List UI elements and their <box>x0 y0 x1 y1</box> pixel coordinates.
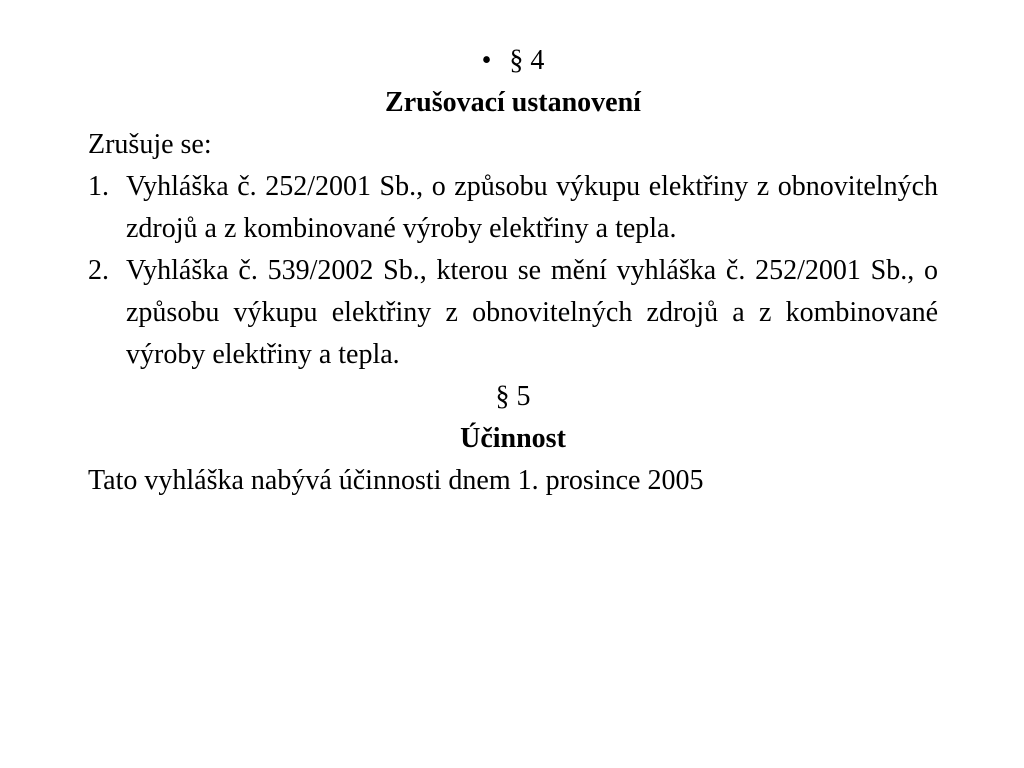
section-5-title: Účinnost <box>460 423 566 454</box>
list-item <box>88 250 938 376</box>
section-5-text: Tato vyhláška nabývá účinnosti dnem 1. prosince 2005 <box>88 465 704 496</box>
list-item-number: 2. <box>88 255 109 286</box>
list-item-text: Vyhláška č. 252/2001 Sb., o způsobu výkupu elektřiny z obnovitelných zdrojů a z kombinované výroby elektřiny a tepla. <box>126 171 938 244</box>
section-4-title: Zrušovací ustanovení <box>385 87 641 118</box>
list-item-number: 1. <box>88 171 109 202</box>
bullet-icon: • <box>481 45 492 76</box>
section-4-intro: Zrušuje se: <box>88 129 212 160</box>
slide-content <box>88 40 938 502</box>
section-5-number: § 5 <box>495 381 531 412</box>
section-4-header <box>88 40 938 82</box>
list-item-text: Vyhláška č. 539/2002 Sb., kterou se mění vyhláška č. 252/2001 Sb., o způsobu výkupu elektřiny z obnovitelných zdrojů a z kombinované výroby elektřiny a tepla. <box>126 255 938 370</box>
list-item <box>88 166 938 250</box>
section-4-number: § 4 <box>509 45 545 76</box>
